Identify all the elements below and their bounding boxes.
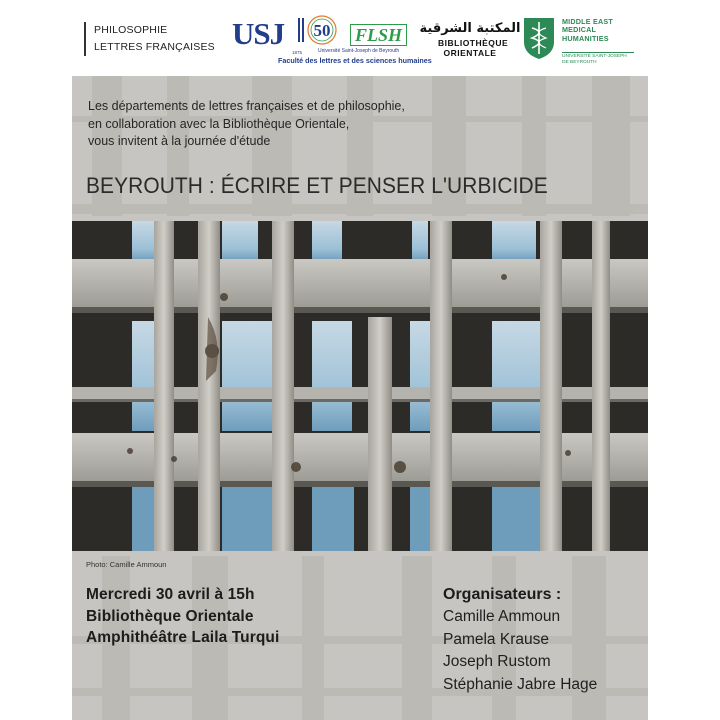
memh-university-line1: UNIVERSITÉ SAINT-JOSEPH [562, 54, 627, 59]
usj-faculty-name: Faculté des lettres et des sciences humaines [278, 56, 432, 65]
bibliotheque-orientale-logo [419, 14, 521, 70]
organizers-heading: Organisateurs : [443, 586, 562, 603]
medical-humanities-logo [522, 16, 642, 66]
usj-logo [232, 12, 432, 68]
photo-credit: Photo: Camille Ammoun [86, 560, 167, 569]
intro-line: en collaboration avec la Bibliothèque Orientale, [88, 116, 350, 131]
intro-line: Les départements de lettres françaises et de philosophie, [88, 99, 405, 113]
department-lettres: LETTRES FRANÇAISES [94, 41, 215, 53]
organizer-name: Joseph Rustom [443, 653, 551, 671]
event-venue: Bibliothèque Orientale [86, 607, 254, 625]
department-philosophie: PHILOSOPHIE [94, 24, 168, 36]
event-details [86, 584, 406, 649]
event-room: Amphithéâtre Laila Turqui [86, 629, 280, 646]
organizers [443, 584, 643, 696]
ruined-building-photo [72, 221, 648, 551]
event-title: BEYROUTH : ÉCRIRE ET PENSER L'URBICIDE [86, 173, 548, 198]
caduceus-shield-icon [522, 16, 556, 60]
memh-line3: HUMANITIES [562, 33, 609, 43]
organizer-name: Stéphanie Jabre Hage [443, 675, 598, 693]
memh-line2: MEDICAL [562, 25, 597, 35]
header [0, 0, 720, 76]
usj-wordmark: USJ [232, 16, 285, 51]
memh-university-line2: DE BEYROUTH [562, 60, 597, 65]
usj-university-name: Université Saint-Joseph de Beyrouth [318, 48, 400, 54]
memh-line1: MIDDLE EAST [562, 17, 613, 26]
fifty-years-emblem-icon [296, 12, 340, 50]
event-date: Mercredi 30 avril à 15h [86, 586, 255, 603]
organizer-name: Pamela Krause [443, 630, 549, 648]
bibliotheque-line1: BIBLIOTHÈQUE [438, 38, 509, 48]
bibliotheque-line2: ORIENTALE [443, 48, 497, 58]
memh-university [562, 52, 634, 66]
intro-text [88, 98, 608, 151]
anniversary-number: 50 [313, 21, 331, 40]
memh-title [562, 18, 613, 43]
bibliotheque-arabic-calligraphy [419, 14, 521, 38]
bibliotheque-arabic-text: المكتبة الشرقية [419, 21, 521, 36]
organizer-name: Camille Ammoun [443, 608, 561, 625]
flsh-mark: FLSH [350, 24, 407, 46]
department-labels [84, 22, 215, 56]
intro-line: vous invitent à la journée d'étude [88, 134, 271, 148]
poster [72, 76, 648, 720]
usj-founded-year: 1875 [292, 50, 303, 55]
